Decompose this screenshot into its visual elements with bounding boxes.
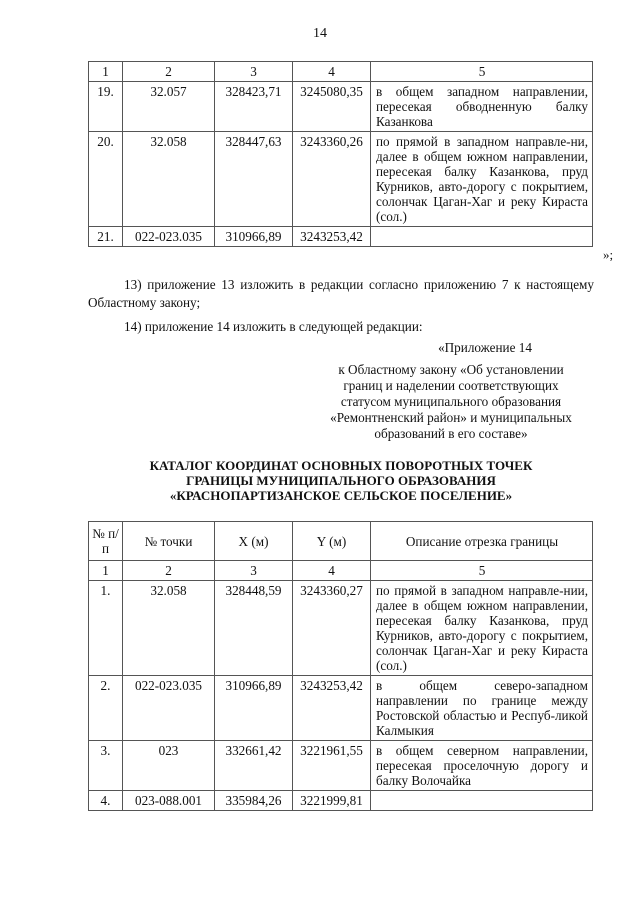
y-coordinate: 3243360,27 — [293, 581, 371, 676]
appendix-line: «Ремонтненский район» и муниципальных — [330, 410, 572, 425]
appendix-line: образований в его составе» — [374, 426, 528, 441]
table-row — [89, 82, 593, 132]
catalog-heading-line: ГРАНИЦЫ МУНИЦИПАЛЬНОГО ОБРАЗОВАНИЯ — [186, 473, 496, 488]
appendix-line: статусом муниципального образования — [340, 394, 562, 409]
segment-description-text: по прямой в западном направле-ни, далее в общем южном направлении, пересекая балку Казанкова, пруд Курников, авто-дорогу с покрытием, солончак Цаган-Хаг и реку Кираста (сол.) — [376, 134, 588, 224]
segment-description-text: в общем западном направлении, пересекая обводненную балку Казанкова — [376, 84, 588, 129]
catalog-heading — [88, 458, 594, 503]
segment-description — [371, 741, 593, 791]
row-number: 1. — [89, 581, 123, 676]
x-coordinate: 328447,63 — [215, 132, 293, 227]
y-coordinate: 3243360,26 — [293, 132, 371, 227]
row-number: 2. — [89, 676, 123, 741]
row-number: 3. — [89, 741, 123, 791]
segment-description — [371, 132, 593, 227]
y-coordinate: 3221999,81 — [293, 791, 371, 811]
table-row — [89, 676, 593, 741]
x-coordinate: 310966,89 — [215, 676, 293, 741]
col-index-1: 1 — [89, 62, 123, 82]
table-row — [89, 791, 593, 811]
y-coordinate: 3243253,42 — [293, 676, 371, 741]
col-index-5: 5 — [371, 561, 593, 581]
segment-description-text: в общем северном направлении, пересекая проселочную дорогу и балку Волочайка — [376, 743, 588, 788]
y-coordinate: 3243253,42 — [293, 227, 371, 247]
y-coordinate: 3245080,35 — [293, 82, 371, 132]
table-row — [89, 227, 593, 247]
paragraph-13: 13) приложение 13 изложить в редакции согласно приложению 7 к настоящему Областному закону; — [88, 277, 594, 310]
x-coordinate: 328448,59 — [215, 581, 293, 676]
col-index-4: 4 — [293, 62, 371, 82]
column-index-row — [89, 62, 593, 82]
table-row — [89, 741, 593, 791]
x-coordinate: 310966,89 — [215, 227, 293, 247]
x-coordinate: 328423,71 — [215, 82, 293, 132]
table-row — [89, 581, 593, 676]
appendix-line: границ и наделении соответствующих — [343, 378, 559, 393]
point-id: 023 — [123, 741, 215, 791]
segment-description — [371, 676, 593, 741]
page-number: 14 — [313, 26, 327, 41]
segment-description — [371, 581, 593, 676]
header-x: X (м) — [215, 522, 293, 561]
point-id: 32.058 — [123, 581, 215, 676]
point-id: 32.058 — [123, 132, 215, 227]
closing-quote-mark: »; — [603, 247, 614, 262]
segment-description-text: по прямой в западном направле-нии, далее в общем южном направлении, пересекая балку Казанкова, пруд Курников, авто-дорогу с покрытием, солончак Цаган-Хаг и реку Кираста (сол.) — [376, 583, 588, 673]
table-row — [89, 132, 593, 227]
header-row-number: № п/п — [89, 522, 123, 561]
segment-description-text: в общем северо-западном направлении по границе между Ростовской областью и Респуб-ликой Калмыкия — [376, 678, 588, 738]
appendix-subtitle — [306, 362, 596, 442]
segment-description — [371, 82, 593, 132]
column-index-row — [89, 561, 593, 581]
header-y: Y (м) — [293, 522, 371, 561]
coordinates-table — [88, 521, 593, 811]
paragraph-14: 14) приложение 14 изложить в следующей редакции: — [124, 319, 423, 334]
col-index-3: 3 — [215, 62, 293, 82]
catalog-heading-line: «КРАСНОПАРТИЗАНСКОЕ СЕЛЬСКОЕ ПОСЕЛЕНИЕ» — [169, 488, 513, 503]
appendix-title: «Приложение 14 — [438, 340, 532, 355]
header-point-id: № точки — [123, 522, 215, 561]
row-number: 19. — [89, 82, 123, 132]
x-coordinate: 332661,42 — [215, 741, 293, 791]
col-index-2: 2 — [123, 561, 215, 581]
catalog-heading-line: КАТАЛОГ КООРДИНАТ ОСНОВНЫХ ПОВОРОТНЫХ ТОЧЕК — [149, 458, 533, 473]
point-id: 022-023.035 — [123, 676, 215, 741]
col-index-2: 2 — [123, 62, 215, 82]
table-header-row — [89, 522, 593, 561]
segment-description — [371, 227, 593, 247]
header-description: Описание отрезка границы — [371, 522, 593, 561]
row-number: 4. — [89, 791, 123, 811]
x-coordinate: 335984,26 — [215, 791, 293, 811]
row-number: 20. — [89, 132, 123, 227]
appendix-line: к Областному закону «Об установлении — [338, 362, 564, 377]
col-index-3: 3 — [215, 561, 293, 581]
segment-description — [371, 791, 593, 811]
point-id: 023-088.001 — [123, 791, 215, 811]
point-id: 32.057 — [123, 82, 215, 132]
y-coordinate: 3221961,55 — [293, 741, 371, 791]
point-id: 022-023.035 — [123, 227, 215, 247]
col-index-4: 4 — [293, 561, 371, 581]
col-index-1: 1 — [89, 561, 123, 581]
row-number: 21. — [89, 227, 123, 247]
col-index-5: 5 — [371, 62, 593, 82]
coordinates-table-continued — [88, 61, 593, 247]
